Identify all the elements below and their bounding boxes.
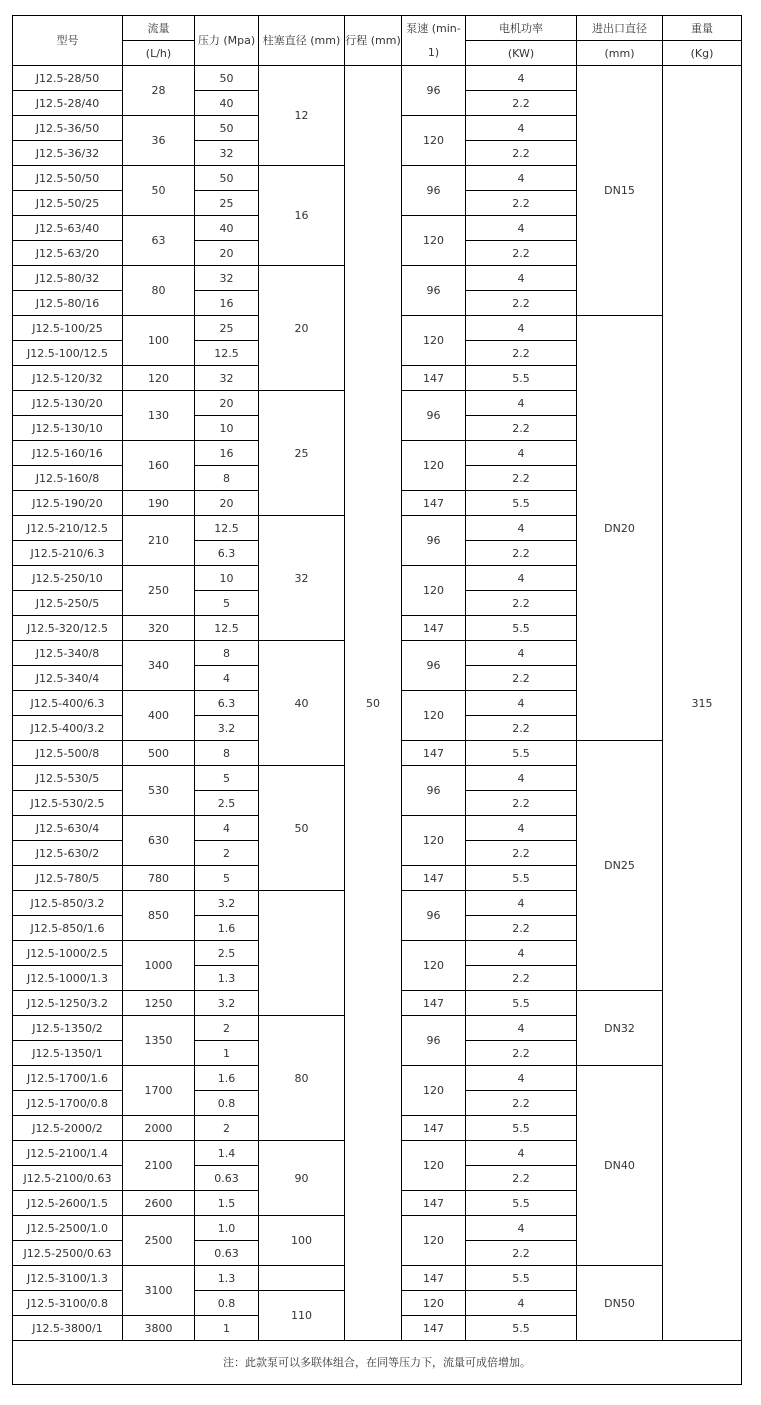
flow-cell: 530 [123, 766, 195, 816]
motor-power-cell: 4 [466, 116, 577, 141]
model-cell: J12.5-2500/0.63 [13, 1241, 123, 1266]
pressure-cell: 32 [195, 266, 259, 291]
plunger-diameter-cell: 32 [259, 516, 345, 641]
model-cell: J12.5-50/50 [13, 166, 123, 191]
pump-spec-table [12, 15, 742, 1385]
pump-speed-cell: 147 [402, 491, 466, 516]
pump-speed-cell: 120 [402, 216, 466, 266]
model-cell: J12.5-2500/1.0 [13, 1216, 123, 1241]
model-cell: J12.5-630/2 [13, 841, 123, 866]
motor-power-cell: 5.5 [466, 741, 577, 766]
plunger-diameter-cell [259, 891, 345, 1016]
motor-power-cell: 5.5 [466, 1116, 577, 1141]
model-cell: J12.5-80/32 [13, 266, 123, 291]
pressure-cell: 20 [195, 491, 259, 516]
pump-speed-cell: 96 [402, 166, 466, 216]
pressure-cell: 5 [195, 866, 259, 891]
model-cell: J12.5-1350/2 [13, 1016, 123, 1041]
pressure-cell: 50 [195, 166, 259, 191]
flow-cell: 2100 [123, 1141, 195, 1191]
pressure-cell: 40 [195, 91, 259, 116]
model-cell: J12.5-3800/1 [13, 1316, 123, 1341]
model-cell: J12.5-2100/0.63 [13, 1166, 123, 1191]
pump-speed-cell: 147 [402, 741, 466, 766]
motor-power-cell: 2.2 [466, 241, 577, 266]
pressure-cell: 3.2 [195, 891, 259, 916]
motor-power-cell: 2.2 [466, 141, 577, 166]
motor-power-cell: 4 [466, 516, 577, 541]
header-flow-unit: (L/h) [123, 41, 195, 66]
pressure-cell: 2 [195, 1016, 259, 1041]
pump-speed-cell: 96 [402, 516, 466, 566]
flow-cell: 500 [123, 741, 195, 766]
pressure-cell: 6.3 [195, 691, 259, 716]
model-cell: J12.5-630/4 [13, 816, 123, 841]
pump-speed-cell: 147 [402, 1316, 466, 1341]
pump-speed-cell: 120 [402, 816, 466, 866]
flow-cell: 130 [123, 391, 195, 441]
header-model: 型号 [13, 16, 123, 66]
pressure-cell: 0.63 [195, 1241, 259, 1266]
motor-power-cell: 2.2 [466, 716, 577, 741]
port-diameter-cell: DN15 [577, 66, 663, 316]
motor-power-cell: 4 [466, 1216, 577, 1241]
port-diameter-cell: DN32 [577, 991, 663, 1066]
plunger-diameter-cell: 40 [259, 641, 345, 766]
motor-power-cell: 4 [466, 391, 577, 416]
pressure-cell: 25 [195, 316, 259, 341]
model-cell: J12.5-1700/0.8 [13, 1091, 123, 1116]
pump-speed-cell: 147 [402, 991, 466, 1016]
model-cell: J12.5-2000/2 [13, 1116, 123, 1141]
pump-speed-cell: 120 [402, 1066, 466, 1116]
header-pressure: 压力 (Mpa) [195, 16, 259, 66]
pump-speed-cell: 96 [402, 641, 466, 691]
header-port-unit: (mm) [577, 41, 663, 66]
motor-power-cell: 2.2 [466, 966, 577, 991]
model-cell: J12.5-2100/1.4 [13, 1141, 123, 1166]
flow-cell: 250 [123, 566, 195, 616]
model-cell: J12.5-530/2.5 [13, 791, 123, 816]
pressure-cell: 1 [195, 1316, 259, 1341]
pressure-cell: 4 [195, 816, 259, 841]
model-cell: J12.5-1350/1 [13, 1041, 123, 1066]
motor-power-cell: 4 [466, 266, 577, 291]
header-port-diameter: 进出口直径 [577, 16, 663, 41]
model-cell: J12.5-1250/3.2 [13, 991, 123, 1016]
pump-speed-cell: 120 [402, 316, 466, 366]
motor-power-cell: 2.2 [466, 1166, 577, 1191]
pressure-cell: 10 [195, 566, 259, 591]
model-cell: J12.5-3100/1.3 [13, 1266, 123, 1291]
motor-power-cell: 2.2 [466, 91, 577, 116]
motor-power-cell: 4 [466, 1141, 577, 1166]
motor-power-cell: 2.2 [466, 841, 577, 866]
model-cell: J12.5-850/1.6 [13, 916, 123, 941]
motor-power-cell: 2.2 [466, 916, 577, 941]
pressure-cell: 0.8 [195, 1091, 259, 1116]
pressure-cell: 50 [195, 116, 259, 141]
model-cell: J12.5-530/5 [13, 766, 123, 791]
weight-cell: 315 [663, 66, 742, 1341]
pump-speed-cell: 147 [402, 866, 466, 891]
motor-power-cell: 2.2 [466, 791, 577, 816]
model-cell: J12.5-340/4 [13, 666, 123, 691]
motor-power-cell: 2.2 [466, 1241, 577, 1266]
flow-cell: 320 [123, 616, 195, 641]
pressure-cell: 32 [195, 366, 259, 391]
pressure-cell: 12.5 [195, 516, 259, 541]
pressure-cell: 8 [195, 641, 259, 666]
flow-cell: 850 [123, 891, 195, 941]
flow-cell: 2000 [123, 1116, 195, 1141]
model-cell: J12.5-28/50 [13, 66, 123, 91]
plunger-diameter-cell: 110 [259, 1291, 345, 1341]
model-cell: J12.5-130/20 [13, 391, 123, 416]
model-cell: J12.5-50/25 [13, 191, 123, 216]
motor-power-cell: 2.2 [466, 1091, 577, 1116]
plunger-diameter-cell: 25 [259, 391, 345, 516]
model-cell: J12.5-210/12.5 [13, 516, 123, 541]
flow-cell: 340 [123, 641, 195, 691]
header-power-unit: (KW) [466, 41, 577, 66]
pump-speed-cell: 96 [402, 766, 466, 816]
motor-power-cell: 5.5 [466, 866, 577, 891]
flow-cell: 190 [123, 491, 195, 516]
motor-power-cell: 2.2 [466, 541, 577, 566]
pressure-cell: 8 [195, 741, 259, 766]
flow-cell: 50 [123, 166, 195, 216]
pressure-cell: 20 [195, 241, 259, 266]
flow-cell: 36 [123, 116, 195, 166]
plunger-diameter-cell: 12 [259, 66, 345, 166]
pressure-cell: 5 [195, 591, 259, 616]
pump-speed-cell: 147 [402, 1191, 466, 1216]
pressure-cell: 6.3 [195, 541, 259, 566]
flow-cell: 160 [123, 441, 195, 491]
pressure-cell: 40 [195, 216, 259, 241]
pressure-cell: 3.2 [195, 716, 259, 741]
port-diameter-cell: DN40 [577, 1066, 663, 1266]
flow-cell: 2500 [123, 1216, 195, 1266]
pressure-cell: 2 [195, 1116, 259, 1141]
model-cell: J12.5-160/16 [13, 441, 123, 466]
port-diameter-cell: DN20 [577, 316, 663, 741]
pressure-cell: 8 [195, 466, 259, 491]
plunger-diameter-cell: 50 [259, 766, 345, 891]
flow-cell: 63 [123, 216, 195, 266]
pump-speed-cell: 120 [402, 691, 466, 741]
flow-cell: 28 [123, 66, 195, 116]
model-cell: J12.5-36/32 [13, 141, 123, 166]
model-cell: J12.5-100/25 [13, 316, 123, 341]
pump-speed-cell: 96 [402, 1016, 466, 1066]
pressure-cell: 16 [195, 291, 259, 316]
pump-speed-cell: 120 [402, 566, 466, 616]
model-cell: J12.5-780/5 [13, 866, 123, 891]
table-note: 注：此款泵可以多联体组合，在同等压力下，流量可成倍增加。 [13, 1341, 742, 1385]
pump-speed-cell: 96 [402, 391, 466, 441]
model-cell: J12.5-250/10 [13, 566, 123, 591]
pump-speed-cell: 147 [402, 366, 466, 391]
header-weight: 重量 [663, 16, 742, 41]
pressure-cell: 12.5 [195, 341, 259, 366]
model-cell: J12.5-63/20 [13, 241, 123, 266]
model-cell: J12.5-28/40 [13, 91, 123, 116]
pump-speed-cell: 120 [402, 1141, 466, 1191]
model-cell: J12.5-500/8 [13, 741, 123, 766]
pump-speed-cell: 120 [402, 116, 466, 166]
motor-power-cell: 5.5 [466, 1191, 577, 1216]
flow-cell: 3100 [123, 1266, 195, 1316]
pressure-cell: 20 [195, 391, 259, 416]
flow-cell: 400 [123, 691, 195, 741]
pump-speed-cell: 96 [402, 266, 466, 316]
plunger-diameter-cell: 20 [259, 266, 345, 391]
pump-speed-cell: 120 [402, 1291, 466, 1316]
plunger-diameter-cell: 100 [259, 1216, 345, 1266]
pressure-cell: 1.3 [195, 966, 259, 991]
pressure-cell: 2 [195, 841, 259, 866]
pump-speed-cell: 120 [402, 441, 466, 491]
pump-speed-cell: 147 [402, 1116, 466, 1141]
flow-cell: 2600 [123, 1191, 195, 1216]
model-cell: J12.5-120/32 [13, 366, 123, 391]
motor-power-cell: 5.5 [466, 616, 577, 641]
pressure-cell: 2.5 [195, 941, 259, 966]
pump-speed-cell: 147 [402, 1266, 466, 1291]
flow-cell: 780 [123, 866, 195, 891]
model-cell: J12.5-36/50 [13, 116, 123, 141]
model-cell: J12.5-250/5 [13, 591, 123, 616]
model-cell: J12.5-210/6.3 [13, 541, 123, 566]
pressure-cell: 0.63 [195, 1166, 259, 1191]
motor-power-cell: 4 [466, 1291, 577, 1316]
model-cell: J12.5-1000/1.3 [13, 966, 123, 991]
model-cell: J12.5-63/40 [13, 216, 123, 241]
pressure-cell: 2.5 [195, 791, 259, 816]
plunger-diameter-cell: 90 [259, 1141, 345, 1216]
flow-cell: 100 [123, 316, 195, 366]
plunger-diameter-cell: 16 [259, 166, 345, 266]
model-cell: J12.5-400/6.3 [13, 691, 123, 716]
motor-power-cell: 2.2 [466, 1041, 577, 1066]
flow-cell: 3800 [123, 1316, 195, 1341]
pressure-cell: 50 [195, 66, 259, 91]
motor-power-cell: 4 [466, 441, 577, 466]
pressure-cell: 32 [195, 141, 259, 166]
motor-power-cell: 5.5 [466, 991, 577, 1016]
flow-cell: 1250 [123, 991, 195, 1016]
motor-power-cell: 5.5 [466, 1266, 577, 1291]
motor-power-cell: 4 [466, 941, 577, 966]
model-cell: J12.5-80/16 [13, 291, 123, 316]
pressure-cell: 1.5 [195, 1191, 259, 1216]
port-diameter-cell: DN25 [577, 741, 663, 991]
pump-speed-cell: 120 [402, 941, 466, 991]
pump-speed-cell: 96 [402, 66, 466, 116]
pressure-cell: 12.5 [195, 616, 259, 641]
model-cell: J12.5-320/12.5 [13, 616, 123, 641]
model-cell: J12.5-100/12.5 [13, 341, 123, 366]
motor-power-cell: 4 [466, 1066, 577, 1091]
port-diameter-cell: DN50 [577, 1266, 663, 1341]
motor-power-cell: 4 [466, 816, 577, 841]
pressure-cell: 1.4 [195, 1141, 259, 1166]
flow-cell: 80 [123, 266, 195, 316]
motor-power-cell: 5.5 [466, 491, 577, 516]
header-plunger-diameter: 柱塞直径 (mm) [259, 16, 345, 66]
flow-cell: 630 [123, 816, 195, 866]
motor-power-cell: 4 [466, 691, 577, 716]
flow-cell: 1350 [123, 1016, 195, 1066]
pressure-cell: 1.6 [195, 1066, 259, 1091]
model-cell: J12.5-130/10 [13, 416, 123, 441]
header-motor-power: 电机功率 [466, 16, 577, 41]
motor-power-cell: 4 [466, 166, 577, 191]
pressure-cell: 25 [195, 191, 259, 216]
header-pump-speed: 泵速 (min-1) [402, 16, 466, 66]
motor-power-cell: 2.2 [466, 341, 577, 366]
pressure-cell: 3.2 [195, 991, 259, 1016]
motor-power-cell: 4 [466, 641, 577, 666]
model-cell: J12.5-190/20 [13, 491, 123, 516]
pressure-cell: 4 [195, 666, 259, 691]
model-cell: J12.5-340/8 [13, 641, 123, 666]
model-cell: J12.5-160/8 [13, 466, 123, 491]
pressure-cell: 1.6 [195, 916, 259, 941]
pump-speed-cell: 120 [402, 1216, 466, 1266]
motor-power-cell: 2.2 [466, 291, 577, 316]
flow-cell: 1700 [123, 1066, 195, 1116]
pressure-cell: 1 [195, 1041, 259, 1066]
motor-power-cell: 2.2 [466, 416, 577, 441]
header-flow: 流量 [123, 16, 195, 41]
model-cell: J12.5-1700/1.6 [13, 1066, 123, 1091]
model-cell: J12.5-1000/2.5 [13, 941, 123, 966]
motor-power-cell: 5.5 [466, 366, 577, 391]
motor-power-cell: 4 [466, 766, 577, 791]
motor-power-cell: 2.2 [466, 191, 577, 216]
flow-cell: 1000 [123, 941, 195, 991]
pressure-cell: 0.8 [195, 1291, 259, 1316]
pump-speed-cell: 96 [402, 891, 466, 941]
model-cell: J12.5-2600/1.5 [13, 1191, 123, 1216]
plunger-diameter-cell [259, 1266, 345, 1291]
flow-cell: 210 [123, 516, 195, 566]
stroke-cell: 50 [345, 66, 402, 1341]
pressure-cell: 1.3 [195, 1266, 259, 1291]
motor-power-cell: 4 [466, 566, 577, 591]
pump-speed-cell: 147 [402, 616, 466, 641]
motor-power-cell: 4 [466, 316, 577, 341]
model-cell: J12.5-850/3.2 [13, 891, 123, 916]
header-weight-unit: (Kg) [663, 41, 742, 66]
motor-power-cell: 2.2 [466, 466, 577, 491]
flow-cell: 120 [123, 366, 195, 391]
pressure-cell: 1.0 [195, 1216, 259, 1241]
motor-power-cell: 4 [466, 891, 577, 916]
plunger-diameter-cell: 80 [259, 1016, 345, 1141]
motor-power-cell: 4 [466, 216, 577, 241]
motor-power-cell: 4 [466, 66, 577, 91]
pressure-cell: 10 [195, 416, 259, 441]
table-row [13, 66, 742, 91]
model-cell: J12.5-3100/0.8 [13, 1291, 123, 1316]
motor-power-cell: 2.2 [466, 591, 577, 616]
header-stroke: 行程 (mm) [345, 16, 402, 66]
pressure-cell: 16 [195, 441, 259, 466]
motor-power-cell: 5.5 [466, 1316, 577, 1341]
model-cell: J12.5-400/3.2 [13, 716, 123, 741]
motor-power-cell: 2.2 [466, 666, 577, 691]
motor-power-cell: 4 [466, 1016, 577, 1041]
pressure-cell: 5 [195, 766, 259, 791]
